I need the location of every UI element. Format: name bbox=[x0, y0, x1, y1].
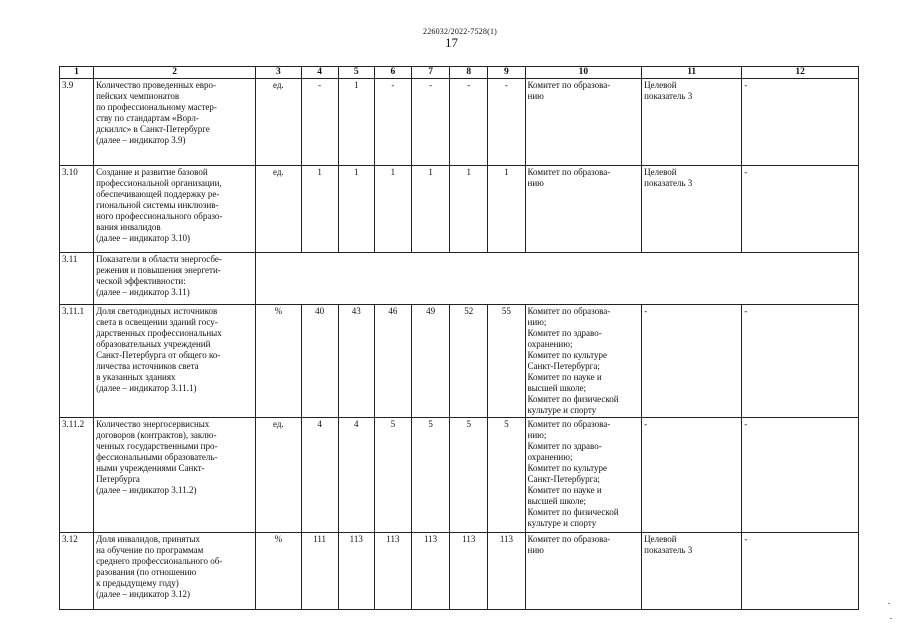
value-cell: 113 bbox=[374, 533, 411, 610]
note-cell: - bbox=[742, 79, 859, 166]
column-header: 6 bbox=[374, 67, 411, 79]
target-cell: Целевой показатель 3 bbox=[642, 166, 742, 253]
value-cell: 113 bbox=[488, 533, 525, 610]
unit-cell: % bbox=[256, 533, 301, 610]
value-cell: - bbox=[450, 79, 488, 166]
note-cell: - bbox=[742, 533, 859, 610]
unit-cell: ед. bbox=[256, 418, 301, 533]
row-number: 3.10 bbox=[60, 166, 94, 253]
page-number: 17 bbox=[445, 35, 458, 50]
note-cell: - bbox=[742, 305, 859, 418]
value-cell: - bbox=[411, 79, 449, 166]
value-cell: 40 bbox=[301, 305, 338, 418]
value-cell: 5 bbox=[488, 418, 525, 533]
value-cell: 5 bbox=[411, 418, 449, 533]
value-cell: 1 bbox=[338, 166, 374, 253]
column-header: 4 bbox=[301, 67, 338, 79]
value-cell: 1 bbox=[301, 166, 338, 253]
indicator-name: Доля инвалидов, принятых на обучение по программам среднего профессионального об- разования (по отношению к предыдущему году) (далее – индикатор 3.12) bbox=[94, 533, 256, 610]
value-cell: 43 bbox=[338, 305, 374, 418]
table-row bbox=[60, 305, 859, 418]
section-row bbox=[60, 253, 859, 305]
unit-cell: % bbox=[256, 305, 301, 418]
column-header: 5 bbox=[338, 67, 374, 79]
value-cell: - bbox=[488, 79, 525, 166]
value-cell: 1 bbox=[411, 166, 449, 253]
column-header: 8 bbox=[450, 67, 488, 79]
indicators-table bbox=[59, 66, 859, 610]
column-header: 2 bbox=[94, 67, 256, 79]
value-cell: 4 bbox=[301, 418, 338, 533]
indicator-name: Создание и развитие базовой профессиональной организации, обеспечивающей поддержку ре- гиональной системы инклюзив- ного профессионального образо- вания инвалидов (далее – индикатор 3.10) bbox=[94, 166, 256, 253]
target-cell: Целевой показатель 3 bbox=[642, 79, 742, 166]
column-header: 1 bbox=[60, 67, 94, 79]
row-number: 3.11.2 bbox=[60, 418, 94, 533]
responsible-cell: Комитет по образова- нию; Комитет по здраво- охранению; Комитет по культуре Санкт-Петербурга; Комитет по науке и высшей школе; Комитет по физической культуре и спорту bbox=[525, 418, 642, 533]
value-cell: 5 bbox=[450, 418, 488, 533]
value-cell: 113 bbox=[411, 533, 449, 610]
indicator-name: Количество проведенных евро- пейских чемпионатов по профессиональному мастер- ству по стандартам «Ворл- дскиллс» в Санкт-Петербурге (далее – индикатор 3.9) bbox=[94, 79, 256, 166]
value-cell: 55 bbox=[488, 305, 525, 418]
scan-speck bbox=[888, 603, 890, 604]
value-cell: 111 bbox=[301, 533, 338, 610]
target-cell: - bbox=[642, 305, 742, 418]
column-header: 9 bbox=[488, 67, 525, 79]
responsible-cell: Комитет по образова- нию bbox=[525, 79, 642, 166]
responsible-cell: Комитет по образова- нию bbox=[525, 166, 642, 253]
indicator-name: Доля светодиодных источников света в освещении зданий госу- дарственных профессиональных образовательных учреждений Санкт-Петербурга от общего ко- личества источников света в указанных зданиях (далее – индикатор 3.11.1) bbox=[94, 305, 256, 418]
section-span bbox=[256, 253, 859, 305]
table-row bbox=[60, 166, 859, 253]
value-cell: - bbox=[374, 79, 411, 166]
scan-speck bbox=[890, 618, 892, 619]
value-cell: 1 bbox=[450, 166, 488, 253]
value-cell: 4 bbox=[338, 418, 374, 533]
column-header-row bbox=[60, 67, 859, 79]
responsible-cell: Комитет по образова- нию bbox=[525, 533, 642, 610]
unit-cell: ед. bbox=[256, 166, 301, 253]
value-cell: 1 bbox=[488, 166, 525, 253]
row-number: 3.9 bbox=[60, 79, 94, 166]
value-cell: 46 bbox=[374, 305, 411, 418]
target-cell: - bbox=[642, 418, 742, 533]
unit-cell: ед. bbox=[256, 79, 301, 166]
document-number: 226032/2022-7528(1) bbox=[423, 27, 498, 36]
row-number: 3.11.1 bbox=[60, 305, 94, 418]
value-cell: 1 bbox=[374, 166, 411, 253]
row-number: 3.11 bbox=[60, 253, 94, 305]
value-cell: 113 bbox=[450, 533, 488, 610]
value-cell: 5 bbox=[374, 418, 411, 533]
table-row bbox=[60, 79, 859, 166]
section-title: Показатели в области энергосбе- режения и повышения энергети- ческой эффективности: (далее – индикатор 3.11) bbox=[94, 253, 256, 305]
note-cell: - bbox=[742, 166, 859, 253]
value-cell: 1 bbox=[338, 79, 374, 166]
indicator-name: Количество энергосервисных договоров (контрактов), заклю- ченных государственными про- фессиональными образователь- ными учреждениями Санкт- Петербурга (далее – индикатор 3.11.2) bbox=[94, 418, 256, 533]
column-header: 7 bbox=[411, 67, 449, 79]
value-cell: 52 bbox=[450, 305, 488, 418]
column-header: 10 bbox=[525, 67, 642, 79]
column-header: 11 bbox=[642, 67, 742, 79]
table-row bbox=[60, 533, 859, 610]
value-cell: - bbox=[301, 79, 338, 166]
value-cell: 113 bbox=[338, 533, 374, 610]
responsible-cell: Комитет по образова- нию; Комитет по здраво- охранению; Комитет по культуре Санкт-Петербурга; Комитет по науке и высшей школе; Комитет по физической культуре и спорту bbox=[525, 305, 642, 418]
column-header: 12 bbox=[742, 67, 859, 79]
row-number: 3.12 bbox=[60, 533, 94, 610]
value-cell: 49 bbox=[411, 305, 449, 418]
target-cell: Целевой показатель 3 bbox=[642, 533, 742, 610]
note-cell: - bbox=[742, 418, 859, 533]
table-row bbox=[60, 418, 859, 533]
column-header: 3 bbox=[256, 67, 301, 79]
